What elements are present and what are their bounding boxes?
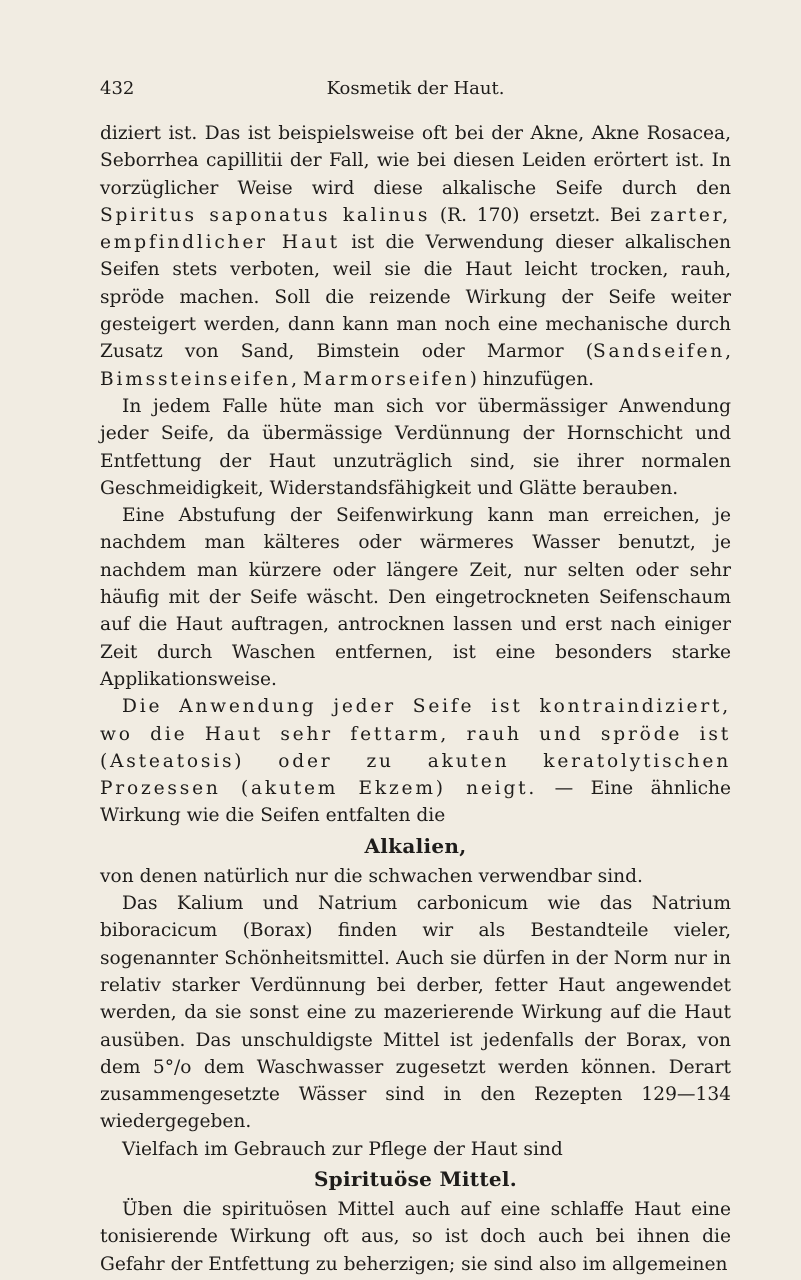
spaced-term: Sandseifen: [593, 341, 726, 363]
paragraph-1: [100, 120, 731, 393]
paragraph-4: [100, 693, 731, 829]
paragraph-2: In jedem Falle hüte man sich vor übermässiger Anwendung jeder Seife, da übermässige Verdünnung der Hornschicht und Entfettung der Haut unzuträglich sind, sie ihrer normalen Geschmeidigkeit, Widerstandsfähigkeit und Glätte berauben.: [100, 395, 731, 499]
text-run: diziert ist. Das ist beispielsweise oft bei der Akne, Akne Rosacea, Seborrhea capillitii der Fall, wie bei diesen Leiden erörtert ist. In vorzüglicher Weise wird diese alkalische Seife durch den: [100, 123, 731, 199]
spaced-term: Marmorseifen: [302, 368, 470, 390]
text-run: ) hinzufügen.: [469, 368, 595, 390]
page-body: [100, 120, 731, 1278]
paragraph-7: Vielfach im Gebrauch zur Pflege der Haut sind: [122, 1138, 563, 1160]
paragraph-3: Eine Abstufung der Seifenwirkung kann man erreichen, je nachdem man kälteres oder wärmeres Wasser benutzt, je nachdem man kürzere oder längere Zeit, nur selten oder sehr häufig mit der Seife wäscht. Den eingetrockneten Seifenschaum auf die Haut auftragen, antrocknen lassen und erst nach einiger Zeit durch Waschen entfernen, ist eine besonders starke Applikationsweise.: [100, 505, 731, 690]
spaced-term: Bimssteinseifen: [100, 368, 292, 390]
section-heading-alkalien: Alkalien,: [364, 833, 467, 858]
text-run: (R. 170) ersetzt. Bei: [430, 204, 651, 226]
section-heading-spirituose-mittel: Spirituöse Mittel.: [313, 1166, 518, 1191]
spaced-term: Spiritus saponatus kalinus: [100, 204, 431, 226]
spaced-sentence: Die Anwendung jeder Seife ist kontraindiziert, wo die Haut sehr fettarm, rauh und spröde ist (Asteatosis) oder zu akuten keratolytischen Prozessen (akutem Ekzem) neigt.: [100, 696, 731, 800]
text-run: — Eine ähnliche Wirkung wie die Seifen entfalten die: [100, 778, 731, 827]
text-run: ist die Verwendung dieser alkalischen Seifen stets verboten, weil sie die Haut leicht trocken, rauh, spröde machen. Soll die reizende Wirkung der Seife weiter gesteigert werden, dann kann man noch eine mechanische durch Zusatz von Sand, Bimstein oder Marmor (: [100, 232, 731, 363]
running-title: Kosmetik der Haut.: [326, 78, 505, 99]
paragraph-6: Das Kalium und Natrium carbonicum wie das Natrium biboracicum (Borax) finden wir als Bestandteile vieler, sogenannter Schönheitsmittel. Auch sie dürfen in der Norm nur in relativ starker Verdünnung bei derber, fetter Haut angewendet werden, da sie sonst eine zu mazerierende Wirkung auf die Haut ausüben. Das unschuldigste Mittel ist jedenfalls der Borax, von dem 5°/o dem Waschwasser zugesetzt werden können. Derart zusammengesetzte Wässer sind in den Rezepten 129—134 wiedergegeben.: [100, 893, 731, 1133]
text-run: ,: [291, 368, 303, 390]
spaced-term: zarter, empfindlicher Haut: [100, 204, 731, 254]
text-run: ,: [725, 341, 731, 363]
paragraph-5: von denen natürlich nur die schwachen verwendbar sind.: [100, 865, 643, 887]
running-header: [100, 78, 731, 100]
paragraph-8: Üben die spirituösen Mittel auch auf eine schlaffe Haut eine tonisierende Wirkung oft aus, so ist doch auch bei ihnen die Gefahr der Entfettung zu beherzigen; sie sind also im allgemeinen: [100, 1198, 731, 1275]
page-number: 432: [100, 78, 135, 99]
